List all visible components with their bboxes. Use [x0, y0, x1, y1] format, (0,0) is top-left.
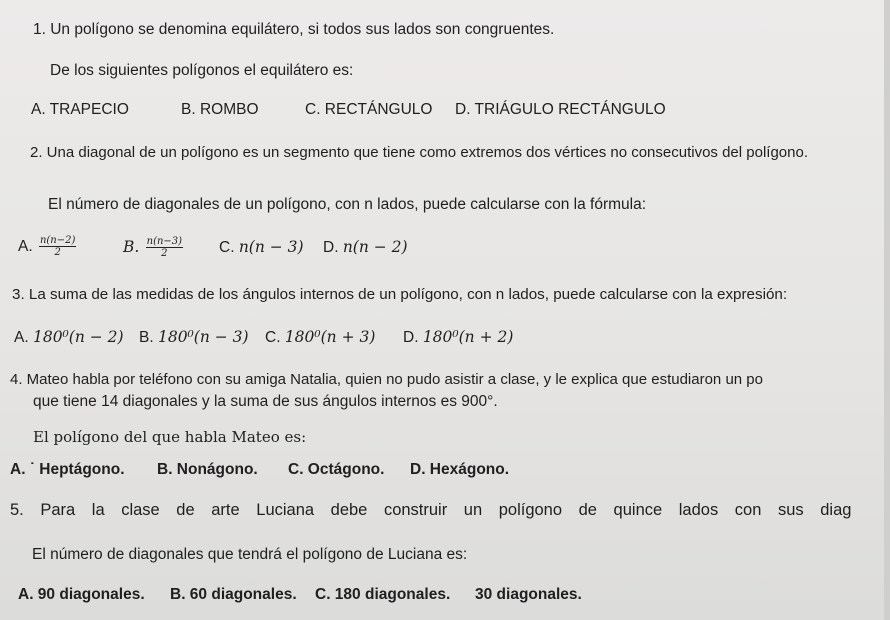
- q3-option-d-expr: 180⁰(n + 2): [422, 328, 514, 346]
- q3-option-b: [139, 327, 249, 348]
- q2-option-a-denominator: 2: [54, 247, 61, 259]
- q2-option-a: [18, 232, 76, 262]
- q5-option-d: 30 diagonales.: [475, 586, 582, 603]
- q3-option-d: [403, 327, 513, 348]
- q2-option-d-expr: n(n − 2): [342, 238, 408, 256]
- q4-option-d: D. Hexágono.: [410, 461, 510, 478]
- q2-option-c-expr: n(n − 3): [238, 238, 304, 256]
- q1-option-d: D. TRIÁGULO RECTÁNGULO: [455, 101, 666, 118]
- q3-option-a: [14, 327, 124, 348]
- q4-option-a: A. ˙ Heptágono.: [10, 461, 125, 478]
- page-edge-shadow: [884, 0, 890, 620]
- q5-option-b: B. 60 diagonales.: [170, 586, 297, 603]
- q2-option-a-fraction: [39, 235, 76, 258]
- q3-option-d-letter: D.: [403, 329, 419, 346]
- q3-option-a-expr: 180⁰(n − 2): [32, 328, 124, 346]
- q3-option-c-letter: C.: [265, 329, 281, 346]
- q5-option-a: A. 90 diagonales.: [18, 586, 145, 603]
- q3-option-c-expr: 180⁰(n + 3): [284, 328, 376, 346]
- q2-option-d-letter: D.: [323, 239, 339, 256]
- q4-option-c: C. Octágono.: [288, 461, 385, 478]
- q2-option-b-denominator: 2: [161, 248, 168, 260]
- q2-option-b-letter: B.: [123, 238, 140, 256]
- q3-option-c: [265, 327, 375, 348]
- q2-option-a-letter: A.: [18, 238, 33, 255]
- q2-option-c: [219, 237, 304, 258]
- q3-option-b-expr: 180⁰(n − 3): [157, 328, 249, 346]
- q2-option-a-numerator: n(n−2): [39, 235, 76, 247]
- q4-option-b: B. Nonágono.: [157, 461, 258, 478]
- q2-option-b: [123, 232, 183, 262]
- q2-option-b-fraction: [146, 236, 183, 259]
- q2-option-c-letter: C.: [219, 239, 235, 256]
- q4-stem-line2: que tiene 14 diagonales y la suma de sus ángulos internos es 900°.: [33, 393, 498, 410]
- q1-option-a: A. TRAPECIO: [31, 101, 129, 118]
- q1-prompt: De los siguientes polígonos el equilátero es:: [50, 62, 354, 79]
- q1-option-c: C. RECTÁNGULO: [305, 101, 433, 118]
- q3-stem: 3. La suma de las medidas de los ángulos internos de un polígono, con n lados, puede calcularse con la expresión:: [12, 286, 788, 303]
- q1-option-b: B. ROMBO: [181, 101, 259, 118]
- q2-prompt: El número de diagonales de un polígono, con n lados, puede calcularse con la fórmula:: [48, 196, 647, 213]
- q5-option-c: C. 180 diagonales.: [315, 586, 451, 603]
- q5-stem: 5. Para la clase de arte Luciana debe construir un polígono de quince lados con sus diag: [10, 501, 852, 519]
- q4-stem-line1: 4. Mateo habla por teléfono con su amiga Natalia, quien no pudo asistir a clase, y le explica que estudiaron un po: [10, 371, 763, 388]
- q1-stem: 1. Un polígono se denomina equilátero, si todos sus lados son congruentes.: [33, 21, 555, 38]
- q2-stem: 2. Una diagonal de un polígono es un segmento que tiene como extremos dos vértices no consecutivos del polígono.: [30, 144, 809, 161]
- q3-option-b-letter: B.: [139, 329, 154, 346]
- q3-option-a-letter: A.: [14, 329, 29, 346]
- q5-prompt: El número de diagonales que tendrá el polígono de Luciana es:: [32, 546, 468, 563]
- q4-prompt: El polígono del que habla Mateo es:: [33, 428, 307, 446]
- q2-option-b-numerator: n(n−3): [146, 236, 183, 248]
- q2-option-d: [323, 237, 408, 258]
